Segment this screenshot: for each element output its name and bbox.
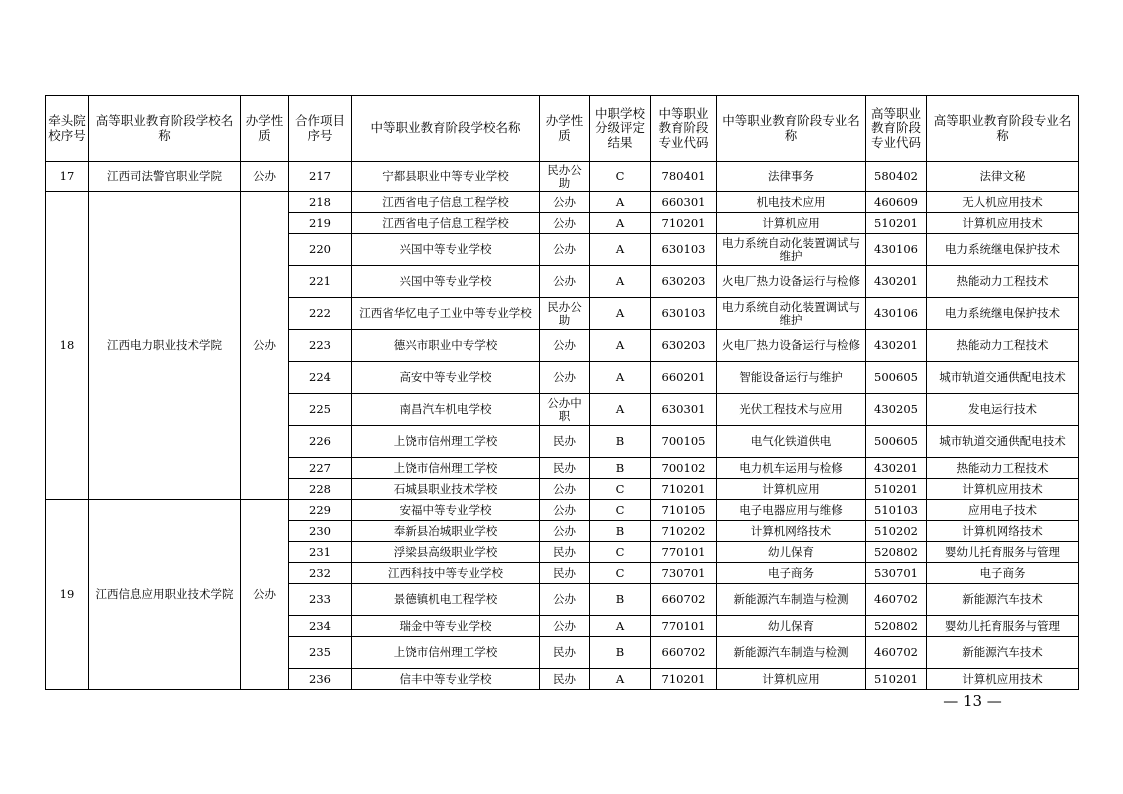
cell-grade: A xyxy=(590,213,651,234)
cell-higher-nature: 公办 xyxy=(241,162,289,192)
cell-higher-code: 520802 xyxy=(866,616,927,637)
cell-secondary-code: 660301 xyxy=(651,192,717,213)
cell-secondary-major: 火电厂热力设备运行与检修 xyxy=(717,266,866,298)
cell-secondary-major: 机电技术应用 xyxy=(717,192,866,213)
cell-grade: A xyxy=(590,669,651,690)
cell-secondary-code: 700105 xyxy=(651,426,717,458)
cell-grade: A xyxy=(590,394,651,426)
col-header-secondary-school: 中等职业教育阶段学校名称 xyxy=(352,96,540,162)
cell-project-seq: 235 xyxy=(289,637,352,669)
cell-grade: A xyxy=(590,298,651,330)
cell-secondary-code: 660702 xyxy=(651,584,717,616)
col-header-higher-code: 高等职业教育阶段专业代码 xyxy=(866,96,927,162)
cell-secondary-nature: 民办公助 xyxy=(540,298,590,330)
cell-project-seq: 233 xyxy=(289,584,352,616)
cell-project-seq: 234 xyxy=(289,616,352,637)
cell-secondary-nature: 民办公助 xyxy=(540,162,590,192)
cell-higher-code: 500605 xyxy=(866,362,927,394)
cell-secondary-major: 电力机车运用与检修 xyxy=(717,458,866,479)
cell-grade: B xyxy=(590,521,651,542)
cell-secondary-nature: 民办 xyxy=(540,426,590,458)
cell-secondary-major: 幼儿保育 xyxy=(717,542,866,563)
cell-grade: C xyxy=(590,542,651,563)
cell-secondary-code: 780401 xyxy=(651,162,717,192)
cell-secondary-nature: 公办 xyxy=(540,584,590,616)
cell-secondary-school: 兴国中等专业学校 xyxy=(352,234,540,266)
col-header-higher-nature: 办学性质 xyxy=(241,96,289,162)
cell-higher-code: 530701 xyxy=(866,563,927,584)
col-header-higher-major: 高等职业教育阶段专业名称 xyxy=(927,96,1079,162)
cell-secondary-nature: 民办 xyxy=(540,542,590,563)
cell-secondary-nature: 公办 xyxy=(540,330,590,362)
cell-higher-major: 计算机网络技术 xyxy=(927,521,1079,542)
cell-secondary-major: 幼儿保育 xyxy=(717,616,866,637)
cell-secondary-nature: 公办中职 xyxy=(540,394,590,426)
cell-secondary-code: 710105 xyxy=(651,500,717,521)
cell-secondary-school: 浮梁县高级职业学校 xyxy=(352,542,540,563)
cell-secondary-school: 南昌汽车机电学校 xyxy=(352,394,540,426)
cell-secondary-major: 电力系统自动化装置调试与维护 xyxy=(717,234,866,266)
cell-project-seq: 236 xyxy=(289,669,352,690)
cell-secondary-nature: 公办 xyxy=(540,192,590,213)
cell-secondary-code: 710202 xyxy=(651,521,717,542)
cell-secondary-major: 火电厂热力设备运行与检修 xyxy=(717,330,866,362)
cell-grade: A xyxy=(590,616,651,637)
cell-secondary-nature: 公办 xyxy=(540,500,590,521)
cell-secondary-nature: 公办 xyxy=(540,266,590,298)
cell-project-seq: 230 xyxy=(289,521,352,542)
cell-secondary-school: 石城县职业技术学校 xyxy=(352,479,540,500)
cell-secondary-nature: 民办 xyxy=(540,563,590,584)
cell-secondary-major: 新能源汽车制造与检测 xyxy=(717,637,866,669)
cell-grade: A xyxy=(590,362,651,394)
cell-grade: A xyxy=(590,234,651,266)
cell-secondary-school: 上饶市信州理工学校 xyxy=(352,426,540,458)
cell-higher-code: 430201 xyxy=(866,458,927,479)
cell-secondary-major: 计算机应用 xyxy=(717,213,866,234)
cell-higher-code: 430205 xyxy=(866,394,927,426)
cell-higher-code: 460702 xyxy=(866,637,927,669)
cell-secondary-code: 630203 xyxy=(651,266,717,298)
cell-higher-code: 520802 xyxy=(866,542,927,563)
col-header-higher-school: 高等职业教育阶段学校名称 xyxy=(89,96,241,162)
cell-secondary-code: 630301 xyxy=(651,394,717,426)
cell-higher-major: 应用电子技术 xyxy=(927,500,1079,521)
cell-higher-school: 江西司法警官职业学院 xyxy=(89,162,241,192)
cell-higher-code: 430201 xyxy=(866,266,927,298)
cell-higher-major: 城市轨道交通供配电技术 xyxy=(927,426,1079,458)
cell-higher-code: 460609 xyxy=(866,192,927,213)
cell-project-seq: 219 xyxy=(289,213,352,234)
cell-project-seq: 225 xyxy=(289,394,352,426)
col-header-secondary-nature: 办学性质 xyxy=(540,96,590,162)
cell-secondary-code: 630203 xyxy=(651,330,717,362)
cell-higher-code: 500605 xyxy=(866,426,927,458)
cell-secondary-major: 计算机应用 xyxy=(717,479,866,500)
cell-secondary-code: 710201 xyxy=(651,213,717,234)
cell-higher-major: 城市轨道交通供配电技术 xyxy=(927,362,1079,394)
cell-secondary-major: 计算机网络技术 xyxy=(717,521,866,542)
cell-higher-major: 新能源汽车技术 xyxy=(927,584,1079,616)
cell-secondary-school: 景德镇机电工程学校 xyxy=(352,584,540,616)
cell-higher-code: 430201 xyxy=(866,330,927,362)
cell-higher-major: 电力系统继电保护技术 xyxy=(927,298,1079,330)
cell-secondary-school: 安福中等专业学校 xyxy=(352,500,540,521)
cell-secondary-school: 上饶市信州理工学校 xyxy=(352,458,540,479)
cell-higher-code: 510202 xyxy=(866,521,927,542)
cell-secondary-code: 630103 xyxy=(651,234,717,266)
cell-higher-code: 430106 xyxy=(866,234,927,266)
cell-higher-code: 430106 xyxy=(866,298,927,330)
cell-grade: A xyxy=(590,192,651,213)
table-row xyxy=(46,500,1079,521)
table-row xyxy=(46,192,1079,213)
cell-secondary-nature: 民办 xyxy=(540,458,590,479)
col-header-grade: 中职学校分级评定结果 xyxy=(590,96,651,162)
col-header-lead-no: 牵头院校序号 xyxy=(46,96,89,162)
cell-higher-nature: 公办 xyxy=(241,500,289,690)
cell-secondary-code: 710201 xyxy=(651,479,717,500)
cell-secondary-major: 电力系统自动化装置调试与维护 xyxy=(717,298,866,330)
cell-higher-major: 计算机应用技术 xyxy=(927,669,1079,690)
cell-secondary-nature: 公办 xyxy=(540,479,590,500)
cell-secondary-school: 上饶市信州理工学校 xyxy=(352,637,540,669)
cell-project-seq: 226 xyxy=(289,426,352,458)
cell-secondary-school: 兴国中等专业学校 xyxy=(352,266,540,298)
cell-secondary-code: 660702 xyxy=(651,637,717,669)
cell-secondary-major: 电子商务 xyxy=(717,563,866,584)
col-header-project-seq: 合作项目序号 xyxy=(289,96,352,162)
cell-grade: B xyxy=(590,637,651,669)
cell-secondary-code: 730701 xyxy=(651,563,717,584)
cell-project-seq: 228 xyxy=(289,479,352,500)
cell-higher-nature: 公办 xyxy=(241,192,289,500)
cell-higher-major: 发电运行技术 xyxy=(927,394,1079,426)
cell-higher-major: 法律文秘 xyxy=(927,162,1079,192)
cell-project-seq: 231 xyxy=(289,542,352,563)
cell-higher-major: 热能动力工程技术 xyxy=(927,458,1079,479)
cell-secondary-major: 光伏工程技术与应用 xyxy=(717,394,866,426)
cell-secondary-school: 奉新县冶城职业学校 xyxy=(352,521,540,542)
cell-higher-code: 510201 xyxy=(866,213,927,234)
cell-lead-no: 19 xyxy=(46,500,89,690)
cell-secondary-school: 江西科技中等专业学校 xyxy=(352,563,540,584)
cell-secondary-school: 江西省电子信息工程学校 xyxy=(352,192,540,213)
cell-higher-major: 婴幼儿托育服务与管理 xyxy=(927,542,1079,563)
cell-higher-code: 510103 xyxy=(866,500,927,521)
cell-secondary-major: 电子电器应用与维修 xyxy=(717,500,866,521)
cell-higher-major: 热能动力工程技术 xyxy=(927,266,1079,298)
cell-secondary-code: 660201 xyxy=(651,362,717,394)
cell-higher-code: 510201 xyxy=(866,669,927,690)
cell-higher-major: 电力系统继电保护技术 xyxy=(927,234,1079,266)
header-row xyxy=(46,96,1079,162)
cell-lead-no: 18 xyxy=(46,192,89,500)
cell-secondary-nature: 民办 xyxy=(540,669,590,690)
cell-higher-school: 江西信息应用职业技术学院 xyxy=(89,500,241,690)
table-row xyxy=(46,162,1079,192)
cell-higher-major: 热能动力工程技术 xyxy=(927,330,1079,362)
cell-project-seq: 218 xyxy=(289,192,352,213)
cell-secondary-school: 高安中等专业学校 xyxy=(352,362,540,394)
cell-grade: C xyxy=(590,500,651,521)
cell-secondary-code: 770101 xyxy=(651,542,717,563)
cell-secondary-nature: 公办 xyxy=(540,616,590,637)
cell-secondary-school: 江西省电子信息工程学校 xyxy=(352,213,540,234)
cell-secondary-school: 瑞金中等专业学校 xyxy=(352,616,540,637)
cell-secondary-school: 信丰中等专业学校 xyxy=(352,669,540,690)
cell-secondary-major: 法律事务 xyxy=(717,162,866,192)
page-number: — 13 — xyxy=(943,692,1002,710)
schools-table xyxy=(45,95,1079,690)
cell-grade: A xyxy=(590,330,651,362)
cell-project-seq: 229 xyxy=(289,500,352,521)
cell-secondary-major: 智能设备运行与维护 xyxy=(717,362,866,394)
cell-grade: A xyxy=(590,266,651,298)
table-body xyxy=(46,162,1079,690)
cell-project-seq: 217 xyxy=(289,162,352,192)
cell-secondary-school: 德兴市职业中专学校 xyxy=(352,330,540,362)
cell-higher-major: 新能源汽车技术 xyxy=(927,637,1079,669)
cell-secondary-school: 江西省华忆电子工业中等专业学校 xyxy=(352,298,540,330)
cell-grade: C xyxy=(590,162,651,192)
cell-secondary-nature: 公办 xyxy=(540,234,590,266)
cell-secondary-code: 770101 xyxy=(651,616,717,637)
cell-higher-code: 460702 xyxy=(866,584,927,616)
cell-higher-code: 510201 xyxy=(866,479,927,500)
cell-secondary-major: 计算机应用 xyxy=(717,669,866,690)
cell-grade: B xyxy=(590,458,651,479)
cell-higher-major: 电子商务 xyxy=(927,563,1079,584)
cell-project-seq: 227 xyxy=(289,458,352,479)
cell-secondary-major: 电气化铁道供电 xyxy=(717,426,866,458)
cell-higher-major: 无人机应用技术 xyxy=(927,192,1079,213)
cell-higher-code: 580402 xyxy=(866,162,927,192)
cell-secondary-nature: 公办 xyxy=(540,521,590,542)
cell-project-seq: 221 xyxy=(289,266,352,298)
cell-secondary-major: 新能源汽车制造与检测 xyxy=(717,584,866,616)
cell-secondary-nature: 民办 xyxy=(540,637,590,669)
cell-higher-major: 计算机应用技术 xyxy=(927,479,1079,500)
cell-project-seq: 223 xyxy=(289,330,352,362)
cell-project-seq: 222 xyxy=(289,298,352,330)
cell-grade: C xyxy=(590,479,651,500)
cell-higher-major: 婴幼儿托育服务与管理 xyxy=(927,616,1079,637)
cell-higher-major: 计算机应用技术 xyxy=(927,213,1079,234)
cell-lead-no: 17 xyxy=(46,162,89,192)
cell-secondary-nature: 公办 xyxy=(540,213,590,234)
col-header-secondary-code: 中等职业教育阶段专业代码 xyxy=(651,96,717,162)
cell-secondary-code: 630103 xyxy=(651,298,717,330)
cell-secondary-code: 710201 xyxy=(651,669,717,690)
cell-grade: C xyxy=(590,563,651,584)
col-header-secondary-major: 中等职业教育阶段专业名称 xyxy=(717,96,866,162)
cell-grade: B xyxy=(590,426,651,458)
cell-project-seq: 220 xyxy=(289,234,352,266)
cell-grade: B xyxy=(590,584,651,616)
cell-secondary-school: 宁都县职业中等专业学校 xyxy=(352,162,540,192)
cell-secondary-nature: 公办 xyxy=(540,362,590,394)
cell-project-seq: 232 xyxy=(289,563,352,584)
cell-project-seq: 224 xyxy=(289,362,352,394)
cell-secondary-code: 700102 xyxy=(651,458,717,479)
cell-higher-school: 江西电力职业技术学院 xyxy=(89,192,241,500)
